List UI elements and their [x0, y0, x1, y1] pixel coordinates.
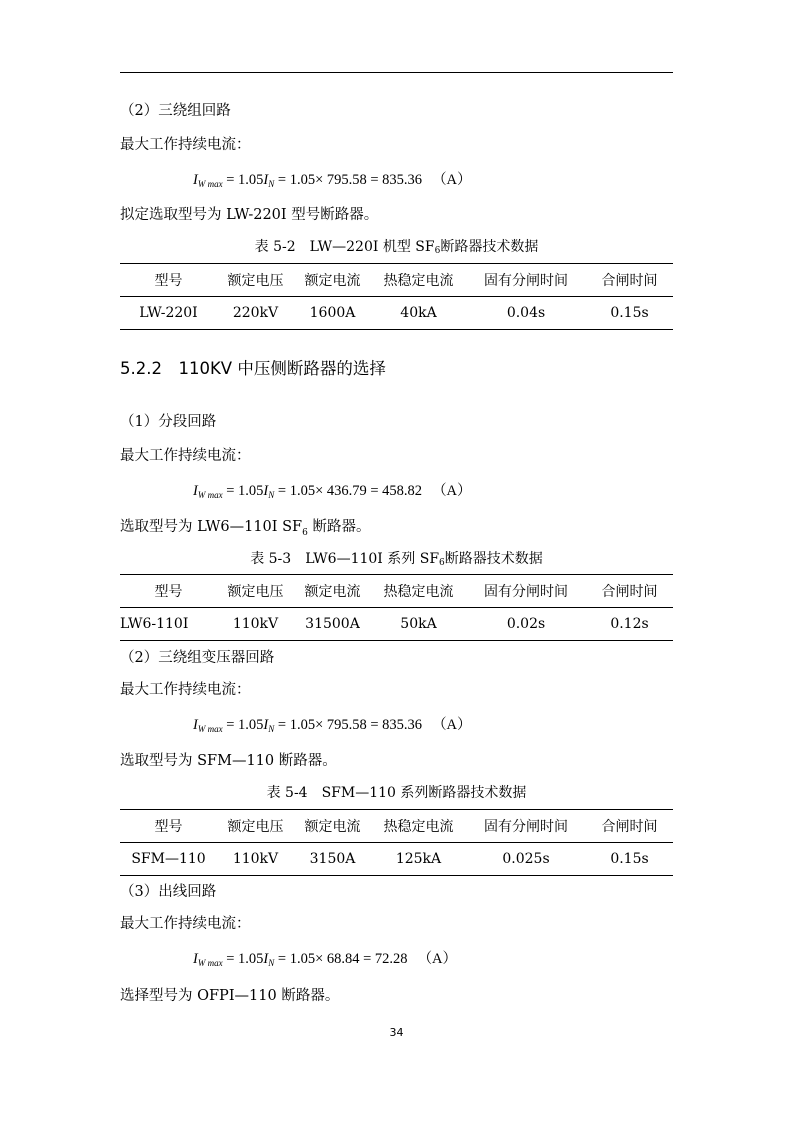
selection-text: 拟定选取型号为 LW-220I 型号断路器。 — [120, 207, 379, 223]
col-closing-time: 合闸时间 — [601, 819, 658, 835]
table-caption-5-2: 表 5-2 LW—220I 机型 $SF_6$断路器技术数据 — [254, 239, 539, 256]
selection-text: 选取型号为 LW6—110I $SF_6$ 断路器。 — [120, 519, 371, 538]
formula-three-winding: $I_{W max} = 1.05I_N = 1.05\times 795.58 = 835.36$ （A） — [193, 172, 472, 189]
cell-closing-time: 0.12s — [610, 616, 649, 632]
item-three-winding-circuit: （2）三绕组回路 — [120, 103, 231, 119]
formula-segment: $I_{W max} = 1.05I_N = 1.05\times 436.79 = 458.82$ （A） — [193, 483, 472, 500]
table-caption-5-3: 表 5-3 LW6—110I 系列 $SF_6$断路器技术数据 — [250, 551, 543, 568]
item-segment-circuit: （1）分段回路 — [120, 414, 217, 430]
cell-model: LW-220I — [139, 305, 198, 321]
col-opening-time: 固有分闸时间 — [484, 273, 568, 289]
item-transformer-circuit: （2）三绕组变压器回路 — [120, 650, 275, 666]
cell-closing-time: 0.15s — [610, 305, 649, 321]
max-current-label: 最大工作持续电流： — [120, 916, 251, 932]
table-header-row — [120, 810, 673, 843]
cell-rated-current: 31500A — [305, 616, 360, 632]
cell-model: SFM—110 — [131, 851, 206, 867]
cell-closing-time: 0.15s — [610, 851, 649, 867]
col-rated-current: 额定电流 — [304, 819, 361, 835]
cell-thermal-current: 40kA — [400, 305, 437, 321]
cell-opening-time: 0.02s — [506, 616, 546, 632]
formula-outgoing: $I_{W max} = 1.05I_N = 1.05\times 68.84 = 72.28$ （A） — [193, 951, 458, 968]
cell-rated-voltage: 110kV — [232, 616, 279, 632]
col-thermal-current: 热稳定电流 — [383, 584, 454, 600]
formula-transformer: $I_{W max} = 1.05I_N = 1.05\times 795.58 = 835.36$ （A） — [193, 717, 472, 734]
col-thermal-current: 热稳定电流 — [383, 819, 454, 835]
cell-thermal-current: 50kA — [400, 616, 437, 632]
col-rated-voltage: 额定电压 — [227, 273, 284, 289]
col-rated-voltage: 额定电压 — [227, 819, 284, 835]
col-opening-time: 固有分闸时间 — [484, 819, 568, 835]
col-opening-time: 固有分闸时间 — [484, 584, 568, 600]
col-model: 型号 — [154, 273, 183, 289]
table-caption-5-4: 表 5-4 SFM—110 系列断路器技术数据 — [266, 785, 527, 801]
spec-table-5-3 — [120, 574, 673, 641]
max-current-label: 最大工作持续电流： — [120, 682, 251, 698]
cell-opening-time: 0.025s — [502, 851, 550, 867]
col-rated-voltage: 额定电压 — [227, 584, 284, 600]
max-current-label: 最大工作持续电流： — [120, 137, 251, 153]
cell-model: LW6-110I — [120, 616, 189, 632]
col-closing-time: 合闸时间 — [601, 273, 658, 289]
table-row — [120, 297, 673, 330]
table-header-row — [120, 264, 673, 297]
max-current-label: 最大工作持续电流： — [120, 448, 251, 464]
spec-table-5-2 — [120, 263, 673, 330]
cell-rated-voltage: 110kV — [232, 851, 279, 867]
col-rated-current: 额定电流 — [304, 584, 361, 600]
spec-table-5-4 — [120, 809, 673, 876]
page-number: 34 — [389, 1026, 404, 1039]
table-header-row — [120, 575, 673, 608]
cell-rated-current: 1600A — [309, 305, 356, 321]
item-outgoing-circuit: （3）出线回路 — [120, 884, 217, 900]
table-row — [120, 843, 673, 876]
selection-text: 选择型号为 OFPI—110 断路器。 — [120, 988, 340, 1004]
table-row — [120, 608, 673, 641]
col-rated-current: 额定电流 — [304, 273, 361, 289]
header-rule — [120, 72, 673, 73]
col-thermal-current: 热稳定电流 — [383, 273, 454, 289]
selection-text: 选取型号为 SFM—110 断路器。 — [120, 753, 337, 769]
cell-rated-current: 3150A — [309, 851, 356, 867]
col-model: 型号 — [154, 584, 183, 600]
section-heading: 5.2.2 110KV 中压侧断路器的选择 — [120, 359, 386, 378]
col-model: 型号 — [154, 819, 183, 835]
cell-thermal-current: 125kA — [395, 851, 442, 867]
col-closing-time: 合闸时间 — [601, 584, 658, 600]
cell-rated-voltage: 220kV — [232, 305, 279, 321]
cell-opening-time: 0.04s — [506, 305, 546, 321]
